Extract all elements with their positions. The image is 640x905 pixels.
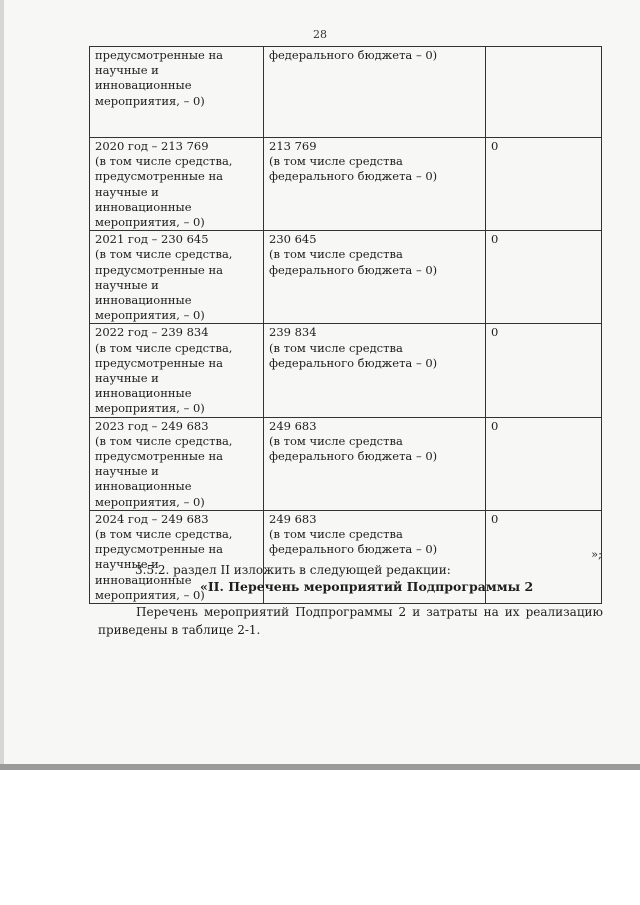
cell-line: (в том числе средства xyxy=(269,433,403,448)
cell-line: федерального бюджета – 0) xyxy=(269,449,438,464)
table-row xyxy=(90,47,602,138)
cell-line: мероприятия, – 0) xyxy=(95,494,205,509)
cell-line: научные и xyxy=(95,557,159,572)
cell-line: 213 769 xyxy=(269,139,317,153)
cell-line: 0 xyxy=(491,511,499,526)
cell-line: инновационные xyxy=(95,479,192,494)
closing-quote-mark: »; xyxy=(591,547,602,561)
cell-line: предусмотренные на xyxy=(95,542,223,557)
cell-line: мероприятия, – 0) xyxy=(95,587,205,602)
body-paragraph: Перечень мероприятий Подпрограммы 2 и затраты на их реализацию приведены в таблице 2-1. xyxy=(98,605,603,637)
funding-table-body xyxy=(90,47,602,604)
table-row xyxy=(90,324,602,417)
cell-line: мероприятия, – 0) xyxy=(95,401,205,416)
cell-line: 2020 год – 213 769 xyxy=(95,139,209,153)
cell-line: предусмотренные на xyxy=(95,169,223,184)
cell-line: научные и xyxy=(95,63,159,78)
funding-table xyxy=(89,46,602,604)
cell-line: 0 xyxy=(491,139,499,153)
cell-line: (в том числе средства xyxy=(269,527,403,542)
cell-line: мероприятия, – 0) xyxy=(95,93,205,108)
cell-line: инновационные xyxy=(95,78,192,93)
table-cell-period xyxy=(90,138,264,231)
cell-line: научные и xyxy=(95,464,159,479)
table-row xyxy=(90,138,602,231)
cell-line: 2023 год – 249 683 xyxy=(95,418,209,433)
table-row xyxy=(90,417,602,510)
cell-line: (в том числе средства, xyxy=(95,433,233,448)
page-bottom-edge xyxy=(0,764,640,770)
cell-line: федерального бюджета – 0) xyxy=(269,262,438,277)
section-instruction: 3.5.2. раздел II изложить в следующей редакции: xyxy=(135,563,451,577)
table-cell-federal xyxy=(264,47,486,138)
table-cell-period xyxy=(90,47,264,138)
cell-line: 2022 год – 239 834 xyxy=(95,325,209,340)
table-cell-period xyxy=(90,231,264,324)
cell-line: (в том числе средства, xyxy=(95,527,233,542)
cell-line: мероприятия, – 0) xyxy=(95,308,205,323)
cell-line: федерального бюджета – 0) xyxy=(269,542,438,557)
cell-line: 2024 год – 249 683 xyxy=(95,511,209,526)
section-heading: «II. Перечень мероприятий Подпрограммы 2 xyxy=(200,579,534,594)
cell-line: 2021 год – 230 645 xyxy=(95,232,209,247)
table-row xyxy=(90,231,602,324)
page-number: 28 xyxy=(313,28,327,41)
cell-line: инновационные xyxy=(95,572,192,587)
cell-line: 249 683 xyxy=(269,418,317,433)
cell-line: 0 xyxy=(491,418,499,433)
cell-line: (в том числе средства, xyxy=(95,154,233,169)
cell-line: научные и xyxy=(95,277,159,292)
cell-line: научные и xyxy=(95,184,159,199)
table-cell-other xyxy=(486,47,602,138)
table-cell-federal xyxy=(264,231,486,324)
cell-line: (в том числе средства, xyxy=(95,247,233,262)
table-cell-federal xyxy=(264,324,486,417)
table-cell-other xyxy=(486,417,602,510)
cell-line: федерального бюджета – 0) xyxy=(269,48,438,62)
cell-line: 239 834 xyxy=(269,325,317,340)
cell-line: 0 xyxy=(491,232,499,247)
cell-line: 230 645 xyxy=(269,232,317,247)
cell-line: (в том числе средства xyxy=(269,247,403,262)
table-cell-period xyxy=(90,417,264,510)
table-cell-federal xyxy=(264,417,486,510)
cell-line: 0 xyxy=(491,325,499,340)
cell-line: 249 683 xyxy=(269,511,317,526)
table-cell-period xyxy=(90,324,264,417)
cell-line: предусмотренные на xyxy=(95,262,223,277)
cell-line: предусмотренные на xyxy=(95,449,223,464)
cell-line: научные и xyxy=(95,371,159,386)
cell-line: предусмотренные на xyxy=(95,48,223,62)
cell-line: мероприятия, – 0) xyxy=(95,215,205,230)
table-cell-other xyxy=(486,231,602,324)
cell-line: инновационные xyxy=(95,293,192,308)
cell-line: федерального бюджета – 0) xyxy=(269,355,438,370)
cell-line: (в том числе средства, xyxy=(95,340,233,355)
cell-line: федерального бюджета – 0) xyxy=(269,169,438,184)
cell-line: предусмотренные на xyxy=(95,355,223,370)
cell-line: (в том числе средства xyxy=(269,154,403,169)
page-left-edge xyxy=(0,0,4,768)
table-cell-other xyxy=(486,324,602,417)
cell-line: (в том числе средства xyxy=(269,340,403,355)
table-cell-other xyxy=(486,138,602,231)
cell-line: инновационные xyxy=(95,386,192,401)
cell-line: инновационные xyxy=(95,199,192,214)
table-cell-federal xyxy=(264,138,486,231)
